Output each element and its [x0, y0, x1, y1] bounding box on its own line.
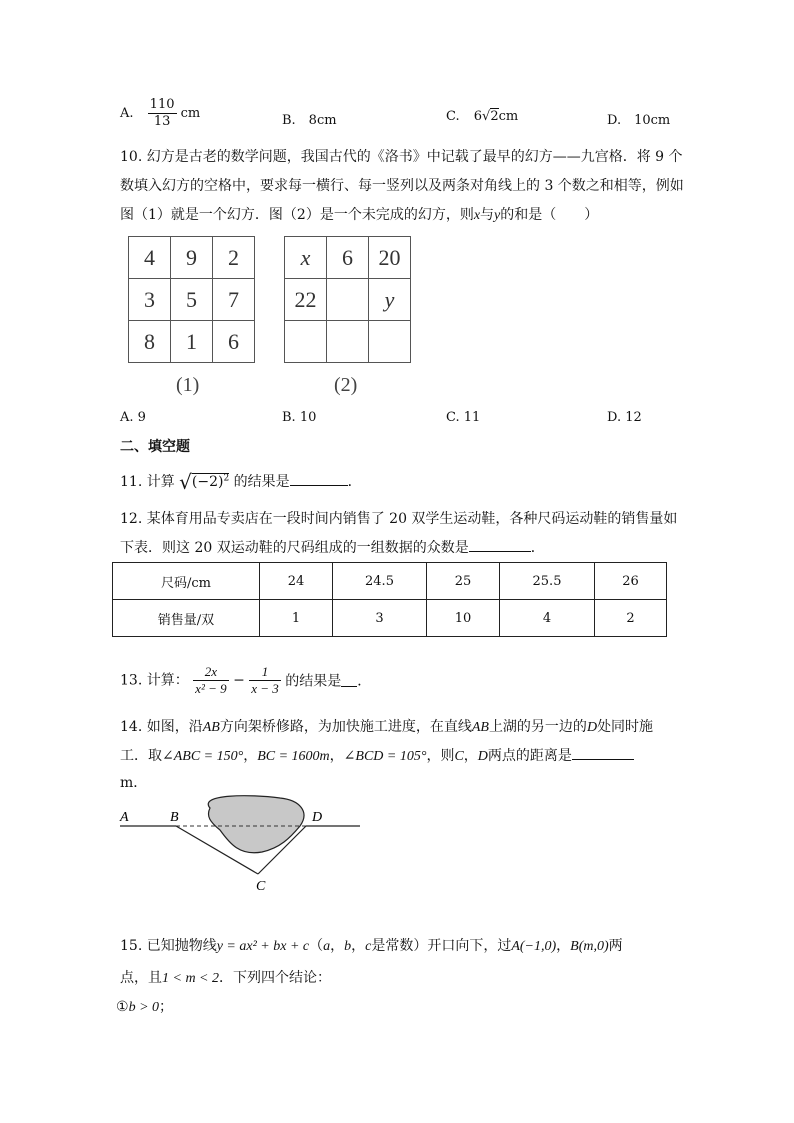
text: 与 — [480, 207, 495, 223]
radicand: 2 — [490, 109, 499, 124]
grid-cell — [327, 321, 369, 363]
text: ． — [347, 474, 362, 490]
numerator: 110 — [149, 97, 175, 112]
grid-row — [129, 279, 255, 321]
var-c: c — [365, 939, 372, 954]
numerator: 2x — [193, 664, 228, 681]
grid-cell: 20 — [369, 237, 411, 279]
magic-square-1 — [128, 236, 255, 363]
label-a: A — [120, 810, 129, 825]
var-x: x — [473, 208, 481, 223]
grid-cell: 9 — [171, 237, 213, 279]
radical-sign: √ — [179, 470, 192, 494]
q10-option-a: A. 9 — [120, 410, 146, 425]
var-b: b — [344, 939, 352, 954]
table-row — [113, 563, 667, 600]
q10-option-d: D. 12 — [607, 410, 642, 425]
table-cell: 1 — [260, 600, 333, 637]
text: ．下列四个结论： — [219, 970, 332, 986]
grid-cell: 1 — [171, 321, 213, 363]
conclusion-number: ① — [116, 999, 129, 1015]
point-a: A(−1,0) — [511, 939, 557, 954]
answer-blank — [469, 539, 531, 552]
q14-line3: m． — [120, 775, 148, 791]
q10-line1: 10. 幻方是古老的数学问题，我国古代的《洛书》中记载了最早的幻方——九宫格．将 9 个 — [120, 149, 683, 165]
text: 上湖的另一边的 — [488, 719, 587, 735]
text: 两点的距离是 — [487, 748, 572, 764]
label-c: C — [256, 879, 266, 894]
text: 下表．则这 20 双运动鞋的尺码组成的一组数据的众数是 — [120, 540, 469, 556]
text: 的结果是 — [285, 673, 342, 690]
answer-blank — [572, 747, 634, 760]
point-c: C — [454, 749, 464, 764]
grid-cell — [327, 279, 369, 321]
base: (−2) — [191, 474, 224, 491]
fraction — [148, 97, 177, 130]
grid-cell: 7 — [213, 279, 255, 321]
q14-line2 — [120, 745, 634, 765]
text: 的和是（ ） — [500, 207, 599, 223]
text: 图（1）就是一个幻方．图（2）是一个未完成的幻方，则 — [120, 207, 474, 223]
bridge-diagram — [110, 790, 370, 900]
q10-line3 — [120, 204, 598, 224]
text: 15. 已知抛物线 — [120, 938, 217, 954]
length-bc: BC = 1600m — [257, 749, 330, 764]
angle-abc: ∠ABC = 150° — [162, 749, 244, 764]
q11 — [120, 470, 362, 494]
grid-cell: 3 — [129, 279, 171, 321]
text: 两 — [608, 938, 623, 954]
table-cell: 24.5 — [333, 563, 427, 600]
option-label: C. — [446, 109, 460, 124]
grid-row — [285, 321, 411, 363]
q14-line1 — [120, 716, 653, 736]
q9-option-a — [120, 97, 200, 130]
grid-cell: 2 — [213, 237, 255, 279]
text: ，则 — [426, 748, 455, 764]
exponent: 2 — [223, 473, 230, 484]
q9-option-c — [446, 109, 518, 124]
figure-label-1: (1) — [176, 374, 200, 396]
table-cell: 25.5 — [500, 563, 595, 600]
grid-cell: y — [369, 279, 411, 321]
coefficient: 6 — [473, 109, 483, 124]
section-title: 二、填空题 — [120, 439, 190, 455]
unit: cm — [498, 109, 519, 124]
denominator: 13 — [153, 114, 171, 129]
var-y: y — [494, 208, 501, 223]
q10-line2: 数填入幻方的空格中，要求每一横行、每一竖列以及两条对角线上的 3 个数之和相等，例如 — [120, 178, 684, 194]
grid-row — [285, 237, 411, 279]
lake-shape — [208, 796, 304, 853]
text: 方向架桥修路，为加快施工进度，在直线 — [219, 719, 472, 735]
grid-cell — [285, 321, 327, 363]
q9-option-d: D. 10cm — [607, 113, 671, 128]
radicand — [192, 473, 229, 490]
conclusion-text: b > 0 — [128, 1000, 160, 1015]
table-header: 销售量/双 — [113, 600, 260, 637]
table-cell: 25 — [427, 563, 500, 600]
text: ． — [357, 673, 372, 690]
answer-blank — [341, 674, 357, 687]
label-b: B — [170, 810, 179, 825]
point-d: D — [477, 749, 488, 764]
fraction-1 — [193, 664, 228, 697]
grid-cell: 8 — [129, 321, 171, 363]
segment-ab: AB — [202, 720, 220, 735]
label-d: D — [312, 810, 323, 825]
table-cell: 26 — [595, 563, 667, 600]
grid-cell: 6 — [327, 237, 369, 279]
grid-cell: 5 — [171, 279, 213, 321]
point-d: D — [586, 720, 598, 735]
text: 14. 如图，沿 — [120, 719, 203, 735]
denominator: x² − 9 — [195, 681, 227, 696]
grid-cell: 6 — [213, 321, 255, 363]
denominator: x − 3 — [251, 681, 279, 696]
text: ， — [243, 748, 258, 764]
condition: 1 < m < 2 — [162, 971, 220, 986]
q15-line2 — [120, 967, 331, 987]
q15-line1: 15. 已知抛物线y = ax² + bx + c（a，b，c是常数）开口向下，过A(−1,0)，B(m,0)两 — [120, 938, 623, 954]
table-header: 尺码/cm — [113, 563, 260, 600]
text: （ — [309, 938, 324, 954]
grid-row — [285, 279, 411, 321]
text: 13. 计算： — [120, 672, 189, 689]
figure-label-2: (2) — [334, 374, 358, 396]
operator: − — [233, 672, 245, 689]
table-cell: 24 — [260, 563, 333, 600]
grid-row — [129, 321, 255, 363]
grid-cell — [369, 321, 411, 363]
text: 工．取 — [120, 748, 162, 764]
text: 处同时施 — [597, 719, 654, 735]
grid-cell: x — [285, 237, 327, 279]
table-cell: 10 — [427, 600, 500, 637]
grid-row — [129, 237, 255, 279]
q15-conclusion-1 — [116, 996, 173, 1016]
fraction-2 — [249, 664, 281, 697]
text: ， — [463, 748, 478, 764]
q10-option-c: C. 11 — [446, 410, 481, 425]
segment-ab: AB — [471, 720, 489, 735]
text: ； — [159, 999, 174, 1015]
parabola-equation: y = ax² + bx + c — [216, 939, 310, 954]
q12-line2 — [120, 537, 545, 557]
q9-option-b: B. 8cm — [282, 113, 337, 128]
answer-blank — [290, 473, 348, 486]
grid-cell: 22 — [285, 279, 327, 321]
point-b: B(m,0) — [570, 939, 609, 954]
q12-line1: 12. 某体育用品专卖店在一段时间内销售了 20 双学生运动鞋，各种尺码运动鞋的销售量如 — [120, 511, 678, 527]
option-label: A. — [120, 106, 134, 121]
q13 — [120, 664, 371, 697]
var-a: a — [323, 939, 331, 954]
table-cell: 3 — [333, 600, 427, 637]
table-cell: 2 — [595, 600, 667, 637]
shoe-size-table — [112, 562, 667, 637]
text: ， — [329, 748, 344, 764]
table-row — [113, 600, 667, 637]
text: 11. 计算 — [120, 474, 175, 490]
grid-cell: 4 — [129, 237, 171, 279]
numerator: 1 — [249, 664, 281, 681]
q10-option-b: B. 10 — [282, 410, 317, 425]
text: 是常数）开口向下，过 — [371, 938, 512, 954]
table-cell: 4 — [500, 600, 595, 637]
text: 的结果是 — [233, 474, 290, 490]
text: ． — [530, 540, 545, 556]
text: 点，且 — [120, 970, 162, 986]
angle-bcd: ∠BCD = 105° — [343, 749, 427, 764]
unit: cm — [180, 106, 201, 121]
magic-square-2 — [284, 236, 411, 363]
radical-sign: √ — [482, 109, 491, 124]
